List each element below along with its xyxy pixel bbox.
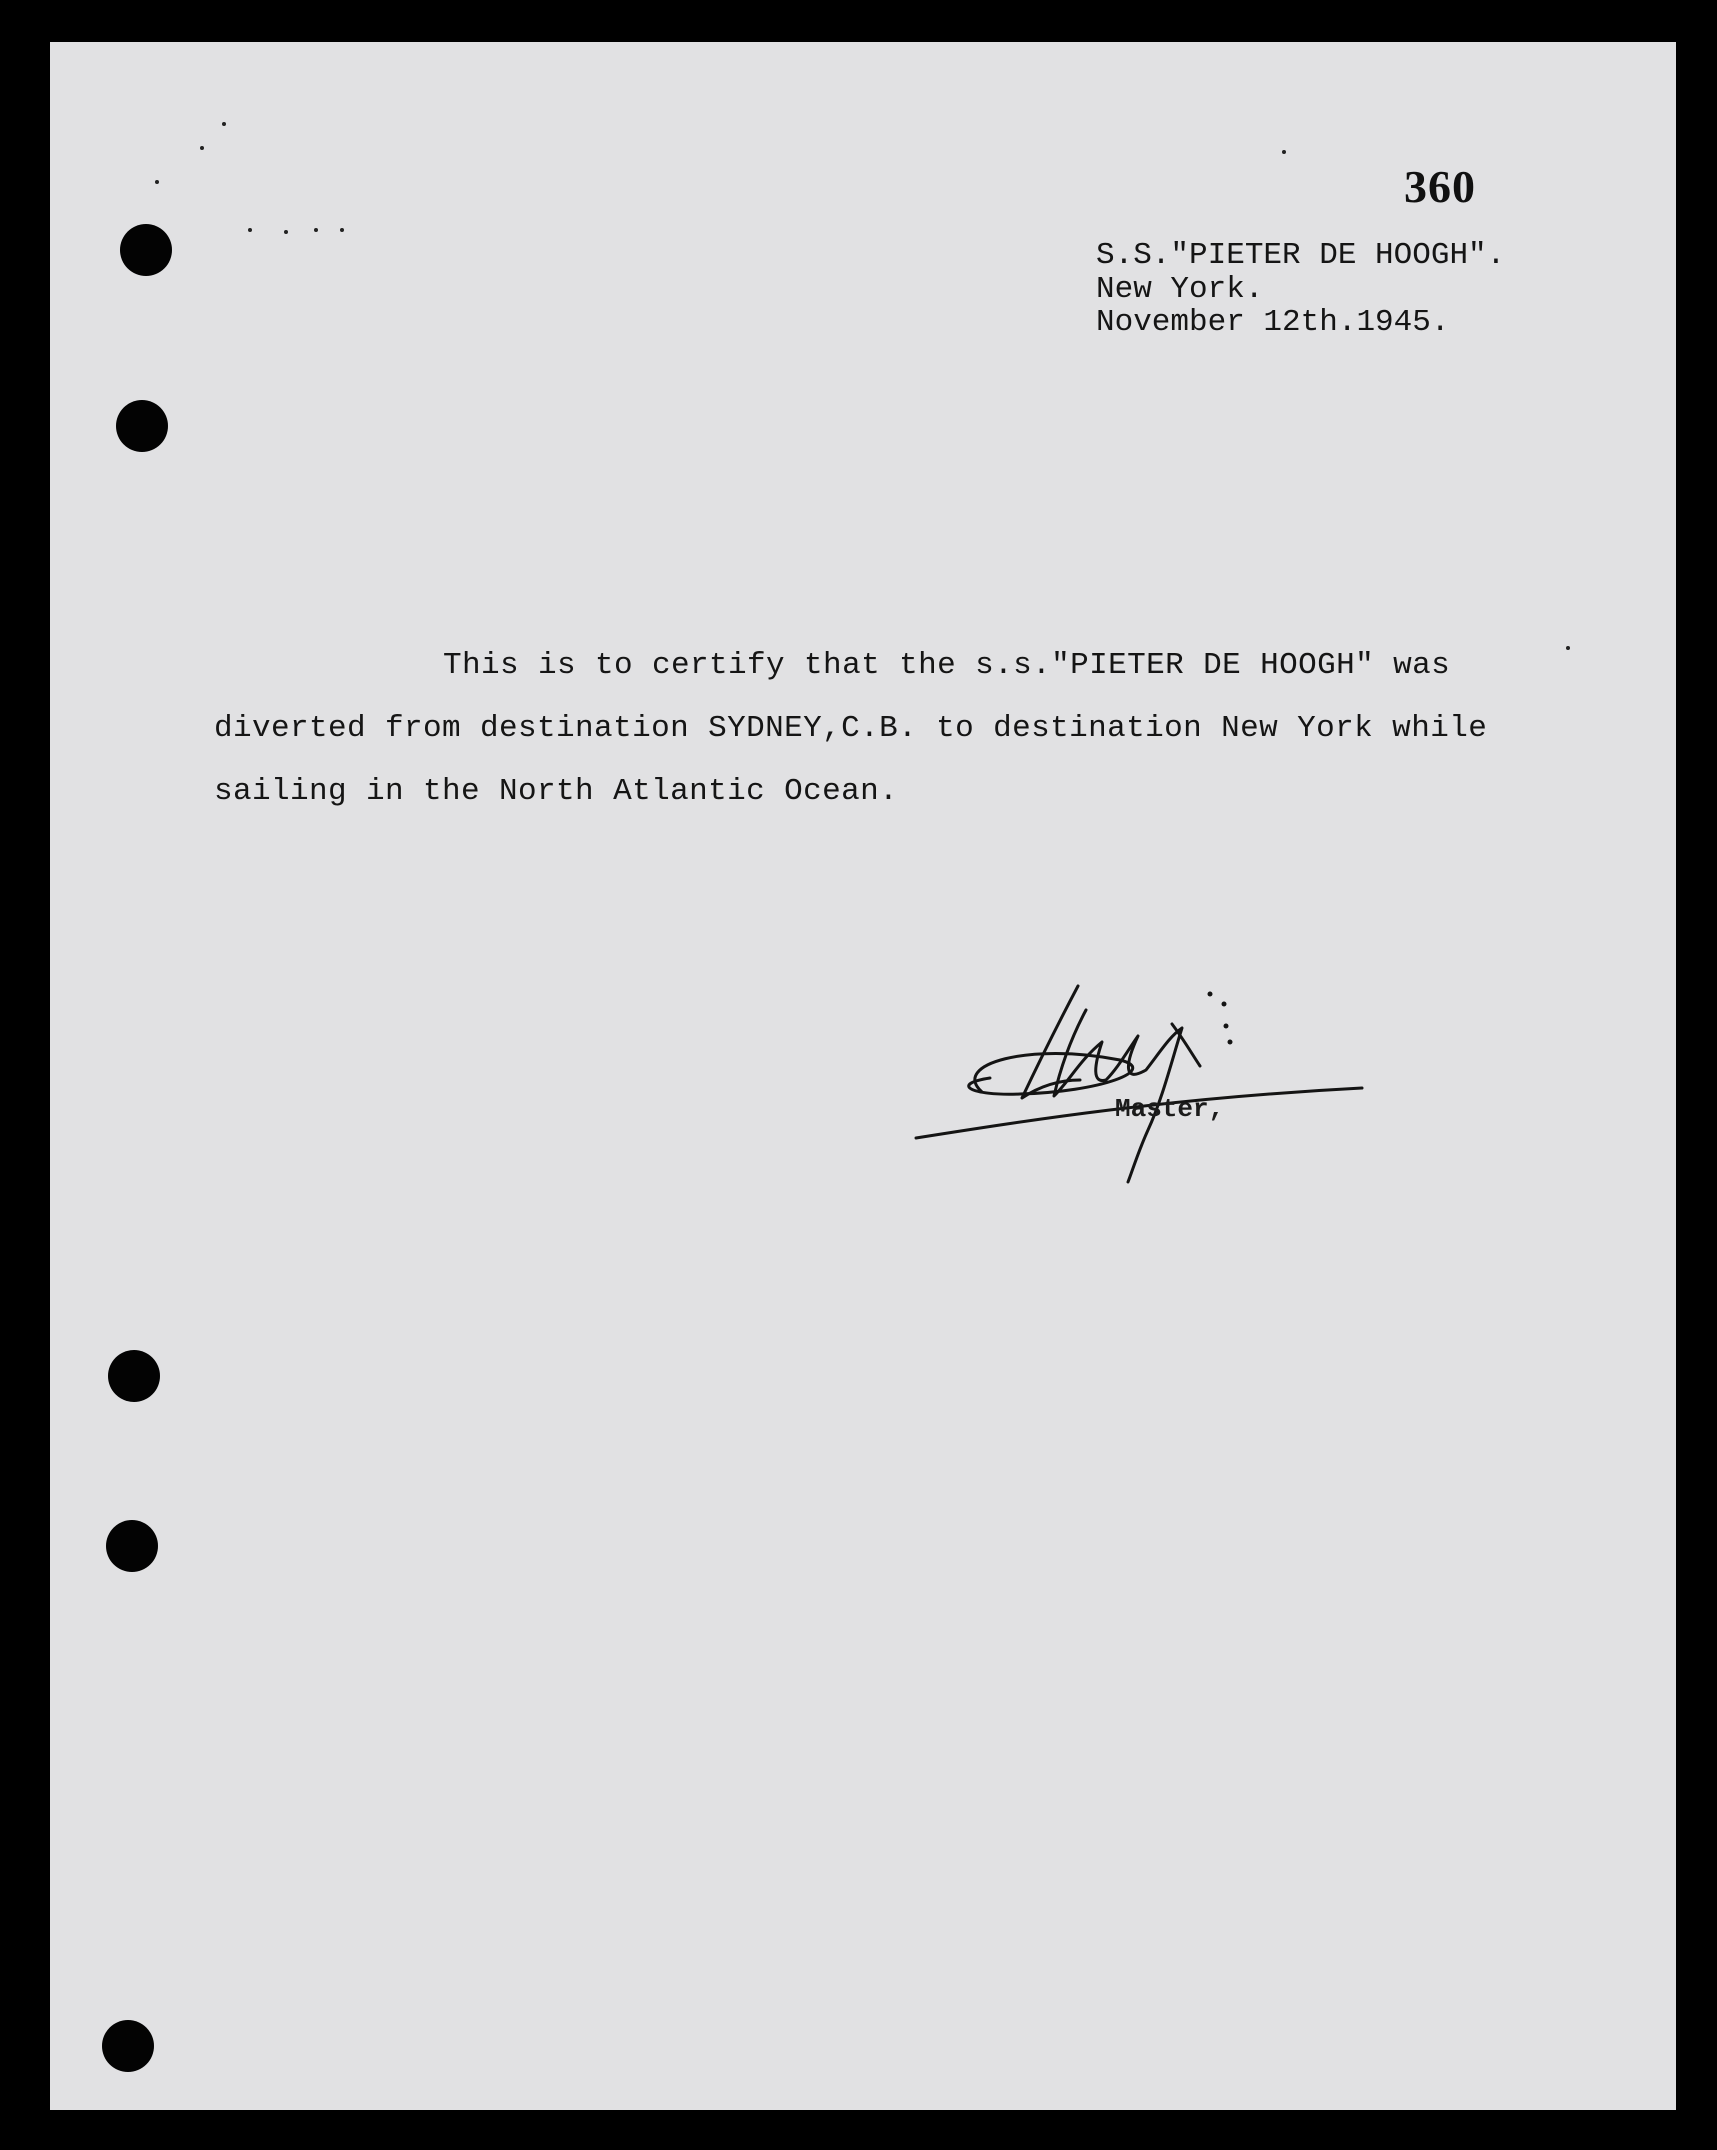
punch-hole-1 xyxy=(120,224,172,276)
certificate-line-2: diverted from destination SYDNEY,C.B. to destination New York while xyxy=(214,711,1488,746)
handwritten-signature xyxy=(910,980,1370,1200)
paper-sheet xyxy=(50,42,1676,2110)
header-date: November 12th.1945. xyxy=(1096,305,1450,340)
punch-hole-5 xyxy=(102,2020,154,2072)
punch-hole-4 xyxy=(106,1520,158,1572)
scan-speck xyxy=(284,230,288,234)
punch-hole-3 xyxy=(108,1350,160,1402)
scan-speck xyxy=(1566,646,1570,650)
scan-speck xyxy=(155,180,159,184)
page-number: 360 xyxy=(1404,161,1476,212)
certificate-line-3: sailing in the North Atlantic Ocean. xyxy=(214,774,899,809)
scan-speck xyxy=(222,122,226,126)
scan-speck xyxy=(1282,150,1286,154)
scan-speck xyxy=(200,146,204,150)
header-ship-name: S.S."PIETER DE HOOGH". xyxy=(1096,238,1506,273)
punch-hole-2 xyxy=(116,400,168,452)
scan-speck xyxy=(248,228,252,232)
scan-speck xyxy=(314,228,318,232)
signature-title: Master, xyxy=(1115,1094,1225,1124)
scan-speck xyxy=(340,228,344,232)
header-place: New York. xyxy=(1096,272,1264,307)
certificate-line-1: This is to certify that the s.s."PIETER DE HOOGH" was xyxy=(443,648,1451,683)
